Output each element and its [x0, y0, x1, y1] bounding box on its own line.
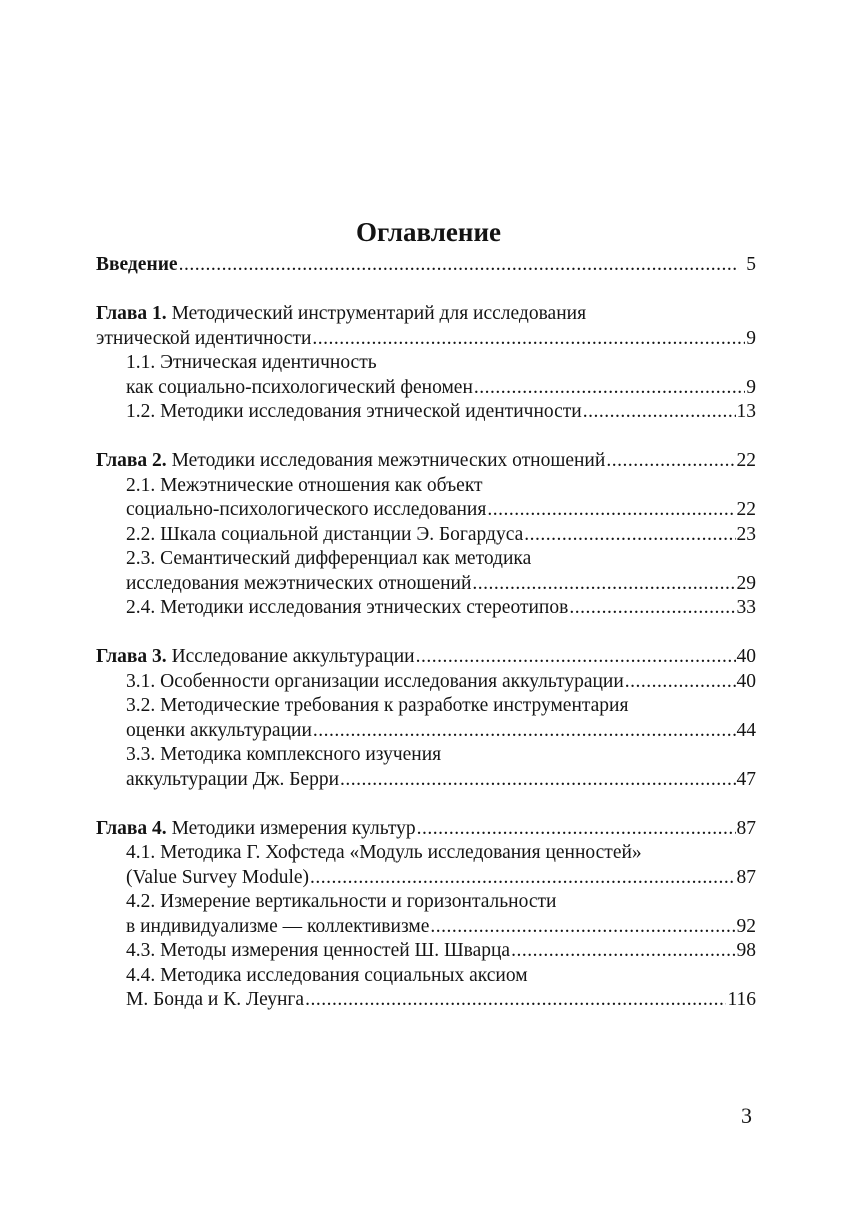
toc-entry-4-1-cont[interactable] [96, 866, 756, 891]
dot-leader [312, 327, 745, 352]
toc-entry-2-3[interactable] [96, 547, 756, 572]
entry-text: Методический инструментарий для исследования [166, 303, 587, 324]
entry-page: 87 [736, 866, 756, 888]
entry-text: Исследование аккультурации [166, 646, 415, 667]
entry-page: 22 [736, 499, 756, 520]
toc-entry-ch4[interactable] [96, 817, 756, 842]
toc-entry-ch1-cont[interactable] [96, 327, 756, 352]
toc-entry-2-1-cont[interactable] [96, 498, 756, 523]
dot-leader [305, 988, 726, 1013]
dot-leader [524, 523, 735, 548]
entry-text: (Value Survey Module) [126, 866, 310, 888]
entry-page: 33 [736, 597, 756, 618]
entry-text: исследования межэтнических отношений [126, 572, 472, 594]
entry-text: 2.1. Межэтнические отношения как объект [126, 474, 483, 496]
entry-text: 2.4. Методики исследования этнических стереотипов [126, 597, 569, 618]
toc-entry-1-1[interactable] [96, 351, 756, 376]
toc-entry-2-4[interactable] [96, 596, 756, 621]
entry-page: 40 [736, 670, 756, 692]
toc-entry-3-2-cont[interactable] [96, 719, 756, 744]
entry-text: 4.3. Методы измерения ценностей Ш. Шварца [126, 940, 511, 961]
entry-label: Введение [96, 254, 178, 275]
toc-entry-2-2[interactable] [96, 523, 756, 548]
entry-text: 3.1. Особенности организации исследования аккультурации [126, 670, 624, 692]
toc-entry-4-4[interactable] [96, 964, 756, 989]
entry-text: оценки аккультурации [126, 719, 312, 741]
toc-entry-ch2[interactable] [96, 449, 756, 474]
toc-entry-4-2-cont[interactable] [96, 915, 756, 940]
dot-leader [625, 670, 736, 695]
entry-text: социально-психологического исследования [126, 499, 487, 520]
toc-entry-2-1[interactable] [96, 474, 756, 499]
entry-text: этнической идентичности [96, 327, 312, 349]
entry-text: 3.2. Методические требования к разработке инструментария [126, 695, 629, 716]
entry-text: М. Бонда и К. Леунга [126, 989, 305, 1010]
entry-page: 87 [736, 817, 756, 839]
dot-leader [569, 596, 735, 621]
toc-entry-3-2[interactable] [96, 694, 756, 719]
dot-leader [179, 253, 740, 278]
toc-entry-3-3[interactable] [96, 743, 756, 768]
dot-leader [472, 572, 735, 597]
entry-text: 4.1. Методика Г. Хофстеда «Модуль исследования ценностей» [126, 842, 642, 863]
page-title: Оглавление [356, 217, 501, 248]
entry-page: 13 [736, 401, 756, 422]
chapter-label: Глава 3. [96, 646, 167, 667]
entry-text: 4.2. Измерение вертикальности и горизонтальности [126, 891, 557, 912]
toc-entry-2-3-cont[interactable] [96, 572, 756, 597]
chapter-label: Глава 2. [96, 450, 167, 471]
entry-page: 9 [746, 376, 756, 398]
entry-page: 23 [736, 523, 756, 545]
toc-entry-3-1[interactable] [96, 670, 756, 695]
toc-entry-4-2[interactable] [96, 890, 756, 915]
entry-page: 22 [736, 450, 756, 471]
entry-text: в индивидуализме — коллективизме [126, 915, 430, 937]
toc-entry-4-3[interactable] [96, 939, 756, 964]
dot-leader [310, 866, 735, 891]
entry-text: Методики исследования межэтнических отношений [166, 450, 606, 471]
dot-leader [430, 915, 735, 940]
entry-text: 3.3. Методика комплексного изучения [126, 744, 442, 765]
entry-text: 2.2. Шкала социальной дистанции Э. Богардуса [126, 523, 524, 545]
toc-entry-ch3[interactable] [96, 645, 756, 670]
entry-page: 9 [746, 327, 756, 349]
entry-text: Методики измерения культур [166, 817, 416, 839]
toc-entry-ch1[interactable] [96, 302, 756, 327]
entry-text: 4.4. Методика исследования социальных аксиом [126, 964, 528, 986]
entry-text: 2.3. Семантический дифференциал как методика [126, 548, 532, 569]
dot-leader [606, 449, 735, 474]
dot-leader [511, 939, 735, 964]
entry-text: 1.1. Этническая идентичность [126, 352, 377, 373]
entry-page: 5 [746, 254, 756, 275]
toc-entry-1-2[interactable] [96, 400, 756, 425]
entry-page: 40 [736, 646, 756, 667]
toc-entry-4-4-cont[interactable] [96, 988, 756, 1013]
dot-leader [313, 719, 736, 744]
entry-page: 44 [736, 719, 756, 741]
entry-page: 116 [727, 989, 756, 1010]
dot-leader [583, 400, 736, 425]
toc-entry-intro[interactable] [96, 253, 756, 278]
dot-leader [417, 817, 736, 842]
dot-leader [487, 498, 735, 523]
entry-text: 1.2. Методики исследования этнической идентичности [126, 401, 582, 422]
entry-page: 98 [736, 940, 756, 961]
entry-page: 29 [736, 572, 756, 594]
toc-entry-4-1[interactable] [96, 841, 756, 866]
entry-text: аккультурации Дж. Берри [126, 768, 340, 790]
dot-leader [474, 376, 745, 401]
page-number: 3 [741, 1103, 752, 1128]
chapter-label: Глава 4. [96, 817, 167, 839]
dot-leader [416, 645, 736, 670]
toc-entry-3-3-cont[interactable] [96, 768, 756, 793]
dot-leader [340, 768, 735, 793]
chapter-label: Глава 1. [96, 303, 167, 324]
entry-page: 47 [736, 768, 756, 790]
entry-text: как социально-психологический феномен [126, 376, 473, 398]
toc-entry-1-1-cont[interactable] [96, 376, 756, 401]
table-of-contents [96, 253, 756, 1013]
entry-page: 92 [736, 915, 756, 937]
